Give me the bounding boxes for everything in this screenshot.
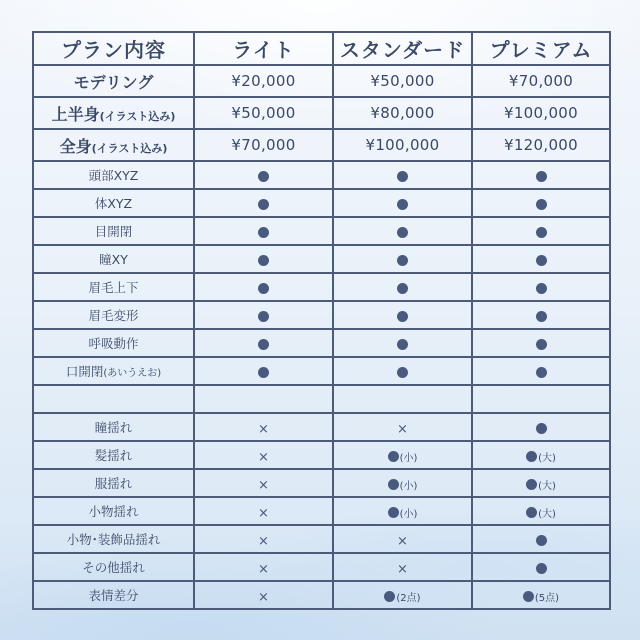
feature-label <box>33 245 194 273</box>
included-dot-icon <box>397 283 408 294</box>
feature-label <box>33 329 194 357</box>
included-dot-icon <box>258 171 269 182</box>
feature-cell-standard <box>333 273 472 301</box>
feature-row <box>33 581 610 609</box>
price-light: ¥20,000 <box>194 65 333 97</box>
feature-label-text: 口開閉 <box>65 364 104 379</box>
feature-cell-premium <box>472 245 610 273</box>
not-included-cross-icon: × <box>258 421 269 437</box>
price-row-modeling <box>33 65 610 97</box>
feature-label-text: 体XYZ <box>94 196 133 211</box>
header-row <box>33 32 610 65</box>
feature-row <box>33 497 610 525</box>
feature-cell-standard <box>333 497 472 525</box>
included-dot-icon <box>536 255 547 266</box>
feature-cell-standard <box>333 553 472 581</box>
feature-cell-light <box>194 301 333 329</box>
feature-cell-premium <box>472 441 610 469</box>
feature-cell-premium <box>472 385 610 413</box>
included-dot-icon <box>258 283 269 294</box>
included-dot-icon <box>536 199 547 210</box>
feature-cell-standard <box>333 441 472 469</box>
included-dot-icon <box>258 199 269 210</box>
feature-cell-premium <box>472 301 610 329</box>
feature-cell-light <box>194 441 333 469</box>
feature-label-text: 目開閉 <box>94 224 133 239</box>
feature-cell-premium <box>472 273 610 301</box>
not-included-cross-icon: × <box>258 533 269 549</box>
price-standard: ¥80,000 <box>333 97 472 129</box>
included-dot-icon <box>258 367 269 378</box>
feature-cell-premium <box>472 189 610 217</box>
feature-cell-light <box>194 553 333 581</box>
row-label-sub: (イラスト込み) <box>91 141 168 155</box>
feature-label <box>33 273 194 301</box>
feature-label <box>33 413 194 441</box>
included-dot-icon <box>397 339 408 350</box>
row-label <box>33 97 194 129</box>
not-included-cross-icon: × <box>258 505 269 521</box>
feature-label <box>33 497 194 525</box>
feature-cell-standard <box>333 189 472 217</box>
header-plan-content: プラン内容 <box>33 32 194 65</box>
feature-cell-standard <box>333 217 472 245</box>
feature-cell-premium <box>472 469 610 497</box>
feature-cell-premium <box>472 413 610 441</box>
included-dot-icon <box>526 479 537 490</box>
price-standard: ¥50,000 <box>333 65 472 97</box>
included-dot-icon <box>258 255 269 266</box>
included-dot-icon <box>536 283 547 294</box>
feature-label-text: 瞳XY <box>99 252 128 267</box>
feature-cell-premium <box>472 217 610 245</box>
feature-cell-light <box>194 469 333 497</box>
included-dot-icon <box>258 311 269 322</box>
included-dot-icon <box>536 563 547 574</box>
feature-cell-light <box>194 329 333 357</box>
row-label-text: 全身 <box>59 136 92 156</box>
feature-cell-light <box>194 497 333 525</box>
feature-label-text: 眉毛上下 <box>88 280 139 295</box>
row-label-text: モデリング <box>73 72 154 92</box>
feature-cell-standard <box>333 581 472 609</box>
feature-cell-standard <box>333 385 472 413</box>
included-dot-icon <box>397 171 408 182</box>
feature-cell-light <box>194 357 333 385</box>
included-dot-icon <box>384 591 395 602</box>
feature-cell-light <box>194 161 333 189</box>
header-standard: スタンダード <box>333 32 472 65</box>
feature-row <box>33 189 610 217</box>
included-dot-icon <box>397 311 408 322</box>
feature-label-text: 小物揺れ <box>88 504 139 519</box>
price-premium: ¥100,000 <box>472 97 610 129</box>
row-label-sub: (イラスト込み) <box>99 109 176 123</box>
feature-cell-standard <box>333 301 472 329</box>
feature-label-text: 髪揺れ <box>94 448 133 463</box>
feature-cell-light <box>194 385 333 413</box>
header-premium: プレミアム <box>472 32 610 65</box>
feature-label-sub: (あいうえお) <box>103 368 162 379</box>
feature-cell-standard <box>333 469 472 497</box>
price-light: ¥50,000 <box>194 97 333 129</box>
feature-cell-premium <box>472 357 610 385</box>
feature-row <box>33 357 610 385</box>
feature-label-text: 頭部XYZ <box>88 168 139 183</box>
feature-cell-premium <box>472 553 610 581</box>
feature-cell-standard <box>333 525 472 553</box>
feature-row <box>33 273 610 301</box>
feature-note: (大) <box>538 480 556 492</box>
included-dot-icon <box>258 339 269 350</box>
feature-cell-standard <box>333 329 472 357</box>
price-row-upper-body <box>33 97 610 129</box>
feature-label-text: 服揺れ <box>94 476 133 491</box>
feature-cell-light <box>194 581 333 609</box>
feature-label <box>33 525 194 553</box>
feature-cell-premium <box>472 329 610 357</box>
price-premium: ¥120,000 <box>472 129 610 161</box>
included-dot-icon <box>388 507 399 518</box>
feature-label <box>33 553 194 581</box>
included-dot-icon <box>397 227 408 238</box>
feature-cell-light <box>194 525 333 553</box>
feature-row <box>33 245 610 273</box>
included-dot-icon <box>526 451 537 462</box>
not-included-cross-icon: × <box>397 561 408 577</box>
included-dot-icon <box>388 451 399 462</box>
included-dot-icon <box>397 199 408 210</box>
included-dot-icon <box>397 255 408 266</box>
feature-row <box>33 525 610 553</box>
price-premium: ¥70,000 <box>472 65 610 97</box>
feature-cell-light <box>194 189 333 217</box>
feature-cell-light <box>194 245 333 273</box>
not-included-cross-icon: × <box>258 449 269 465</box>
feature-note: (大) <box>538 508 556 520</box>
not-included-cross-icon: × <box>258 477 269 493</box>
feature-cell-standard <box>333 161 472 189</box>
feature-note: (5点) <box>534 592 560 604</box>
feature-note: (2点) <box>396 592 421 604</box>
included-dot-icon <box>536 339 547 350</box>
included-dot-icon <box>388 479 399 490</box>
feature-label <box>33 581 194 609</box>
feature-label-text: その他揺れ <box>82 560 145 575</box>
table-body <box>33 65 610 609</box>
included-dot-icon <box>397 367 408 378</box>
price-row-full-body <box>33 129 610 161</box>
feature-label-text: 瞳揺れ <box>94 420 133 435</box>
not-included-cross-icon: × <box>397 421 408 437</box>
feature-label-text: 表情差分 <box>88 588 139 603</box>
feature-note: (大) <box>538 452 556 464</box>
feature-label <box>33 161 194 189</box>
row-label-text: 上半身 <box>51 104 100 124</box>
feature-label <box>33 469 194 497</box>
feature-label-text: 呼吸動作 <box>88 336 139 351</box>
feature-label <box>33 301 194 329</box>
not-included-cross-icon: × <box>258 561 269 577</box>
feature-label <box>33 189 194 217</box>
included-dot-icon <box>536 227 547 238</box>
feature-cell-premium <box>472 161 610 189</box>
feature-label <box>33 385 194 413</box>
feature-note: (小) <box>399 508 418 520</box>
included-dot-icon <box>258 227 269 238</box>
included-dot-icon <box>536 171 547 182</box>
feature-cell-light <box>194 413 333 441</box>
feature-cell-premium <box>472 581 610 609</box>
feature-row <box>33 161 610 189</box>
row-label <box>33 65 194 97</box>
feature-label <box>33 217 194 245</box>
feature-note: (小) <box>399 452 418 464</box>
feature-row <box>33 217 610 245</box>
feature-cell-standard <box>333 245 472 273</box>
feature-cell-standard <box>333 357 472 385</box>
feature-label-text: 小物･装飾品揺れ <box>66 532 161 547</box>
included-dot-icon <box>536 423 547 434</box>
price-standard: ¥100,000 <box>333 129 472 161</box>
header-light: ライト <box>194 32 333 65</box>
row-label <box>33 129 194 161</box>
feature-row <box>33 469 610 497</box>
not-included-cross-icon: × <box>258 589 269 605</box>
included-dot-icon <box>536 367 547 378</box>
feature-cell-light <box>194 217 333 245</box>
included-dot-icon <box>536 311 547 322</box>
feature-row <box>33 329 610 357</box>
feature-cell-standard <box>333 413 472 441</box>
feature-row <box>33 301 610 329</box>
feature-label-text: 眉毛変形 <box>88 308 139 323</box>
price-light: ¥70,000 <box>194 129 333 161</box>
feature-row <box>33 553 610 581</box>
feature-cell-light <box>194 273 333 301</box>
feature-label <box>33 441 194 469</box>
feature-row <box>33 413 610 441</box>
feature-row <box>33 385 610 413</box>
feature-cell-premium <box>472 497 610 525</box>
included-dot-icon <box>526 507 537 518</box>
included-dot-icon <box>523 591 534 602</box>
not-included-cross-icon: × <box>397 533 408 549</box>
feature-note: (小) <box>399 480 418 492</box>
pricing-table <box>32 31 611 610</box>
feature-label <box>33 357 194 385</box>
included-dot-icon <box>536 535 547 546</box>
feature-cell-premium <box>472 525 610 553</box>
feature-row <box>33 441 610 469</box>
